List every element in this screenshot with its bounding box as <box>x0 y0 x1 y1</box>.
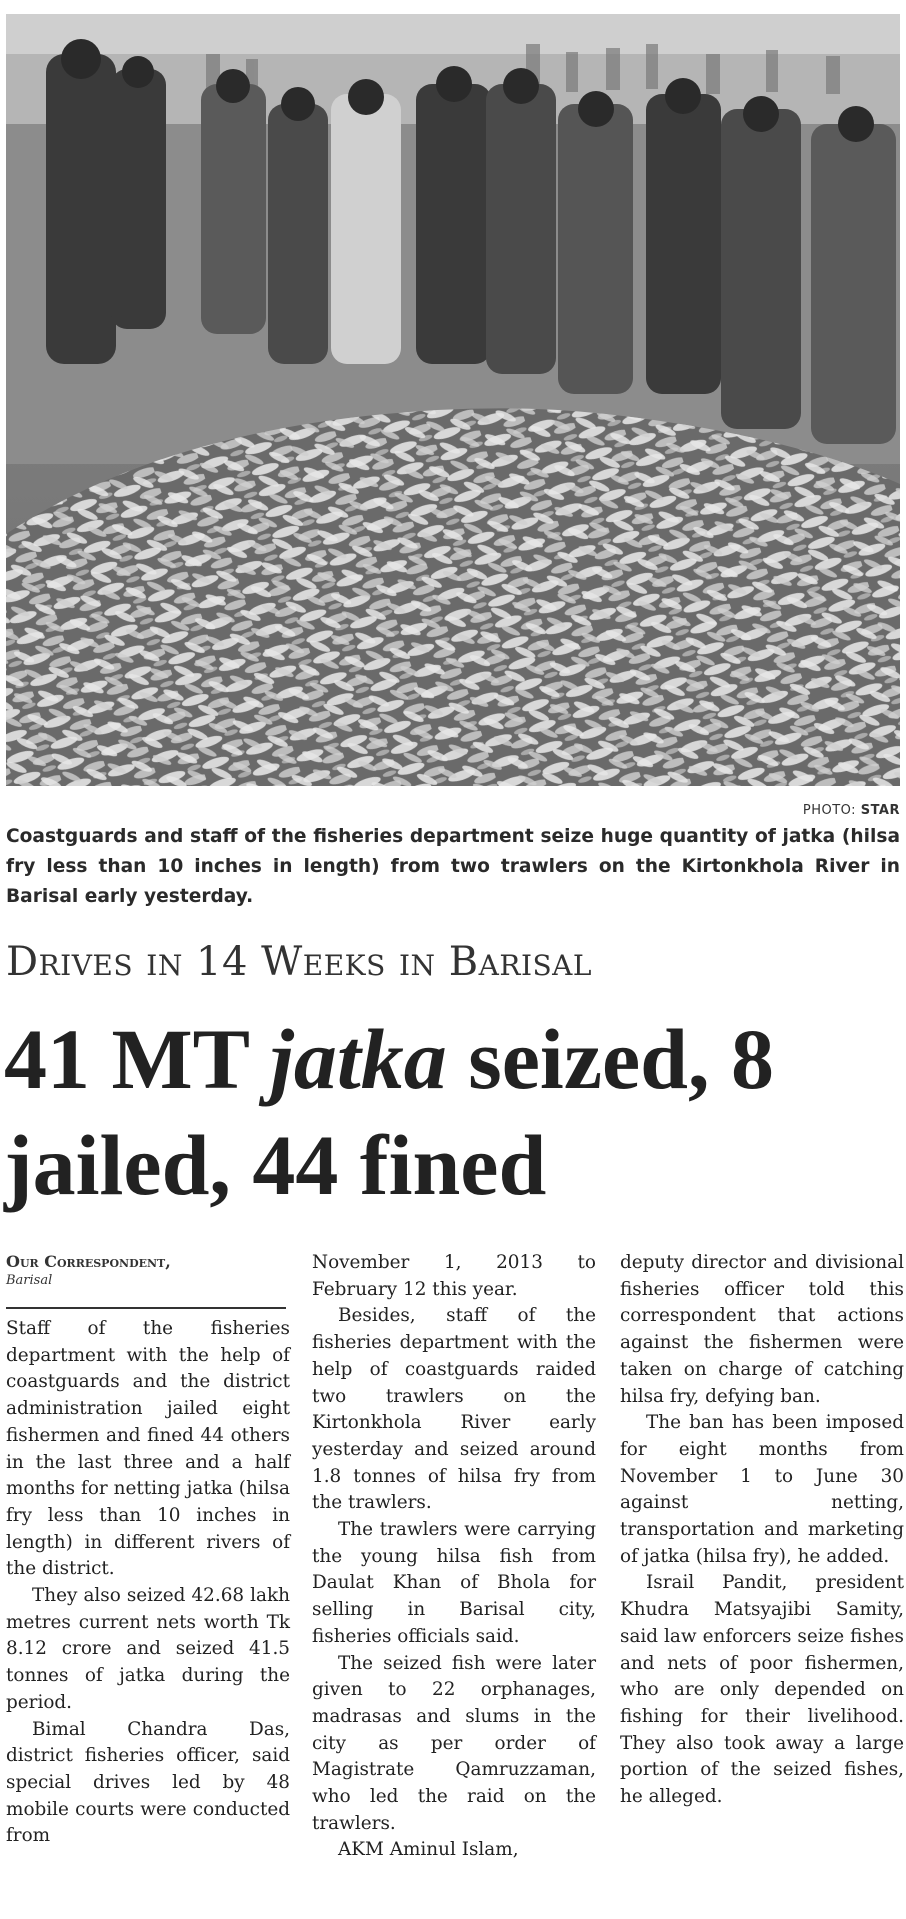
photo-illustration <box>6 14 900 786</box>
paragraph: Besides, staff of the fisheries department with the help of coastguards raided two trawlers on the Kirtonkhola River early yesterday and seized around 1.8 tonnes of hilsa fry from the trawlers. <box>312 1305 596 1514</box>
paragraph: Bimal Chandra Das, district fisheries officer, said special drives led by 48 mobile courts were conducted from <box>6 1718 290 1847</box>
byline-name: Our Correspondent, <box>6 1252 171 1271</box>
article-column-1 <box>6 1316 290 1850</box>
paragraph: The trawlers were carrying the young hilsa fish from Daulat Khan of Bhola for selling in Barisal city, fisheries officials said. <box>312 1519 596 1647</box>
byline <box>6 1252 286 1288</box>
paragraph: Israil Pandit, president Khudra Matsyajibi Samity, said law enforcers seize fishes and nets of poor fishermen, who are only depended on fishing for their livelihood. They also took away a large portion of the seized fishes, he alleged. <box>620 1572 904 1808</box>
headline-italic: jatka <box>269 1011 447 1107</box>
paragraph: deputy director and divisional fisheries officer told this correspondent that actions against the fishermen were taken on charge of catching hilsa fry, defying ban. <box>620 1252 904 1407</box>
paragraph: AKM Aminul Islam, <box>338 1839 519 1861</box>
byline-place: Barisal <box>6 1273 53 1288</box>
photo-credit: PHOTO: STAR <box>802 803 900 818</box>
article-column-2 <box>312 1250 596 1864</box>
article-column-3 <box>620 1250 904 1811</box>
paragraph: November 1, 2013 to February 12 this year. <box>312 1252 596 1300</box>
paragraph: They also seized 42.68 lakh metres current nets worth Tk 8.12 crore and seized 41.5 tonnes of jatka during the period. <box>6 1585 290 1713</box>
kicker-headline: Drives in 14 Weeks in Barisal <box>6 939 592 985</box>
news-photo <box>6 14 900 786</box>
paragraph: Staff of the fisheries department with the help of coastguards and the district administration jailed eight fishermen and fined 44 others in the last three and a half months for netting jatka (hilsa fry less than 10 inches in length) in different rivers of the district. <box>6 1318 290 1580</box>
paragraph: The seized fish were later given to 22 orphanages, madrasas and slums in the city as per order of Magistrate Qamruzzaman, who led the raid on the trawlers. <box>312 1652 596 1834</box>
photo-caption: Coastguards and staff of the fisheries department seize huge quantity of jatka (hilsa fry less than 10 inches in length) from two trawlers on the Kirtonkhola River in Barisal early yesterday. <box>6 826 900 907</box>
byline-rule <box>6 1307 286 1309</box>
paragraph: The ban has been imposed for eight months from November 1 to June 30 against netting, transportation and marketing of jatka (hilsa fry), he added. <box>620 1412 904 1567</box>
main-headline: 41 MT jatka seized, 8 jailed, 44 fined <box>4 1011 774 1213</box>
